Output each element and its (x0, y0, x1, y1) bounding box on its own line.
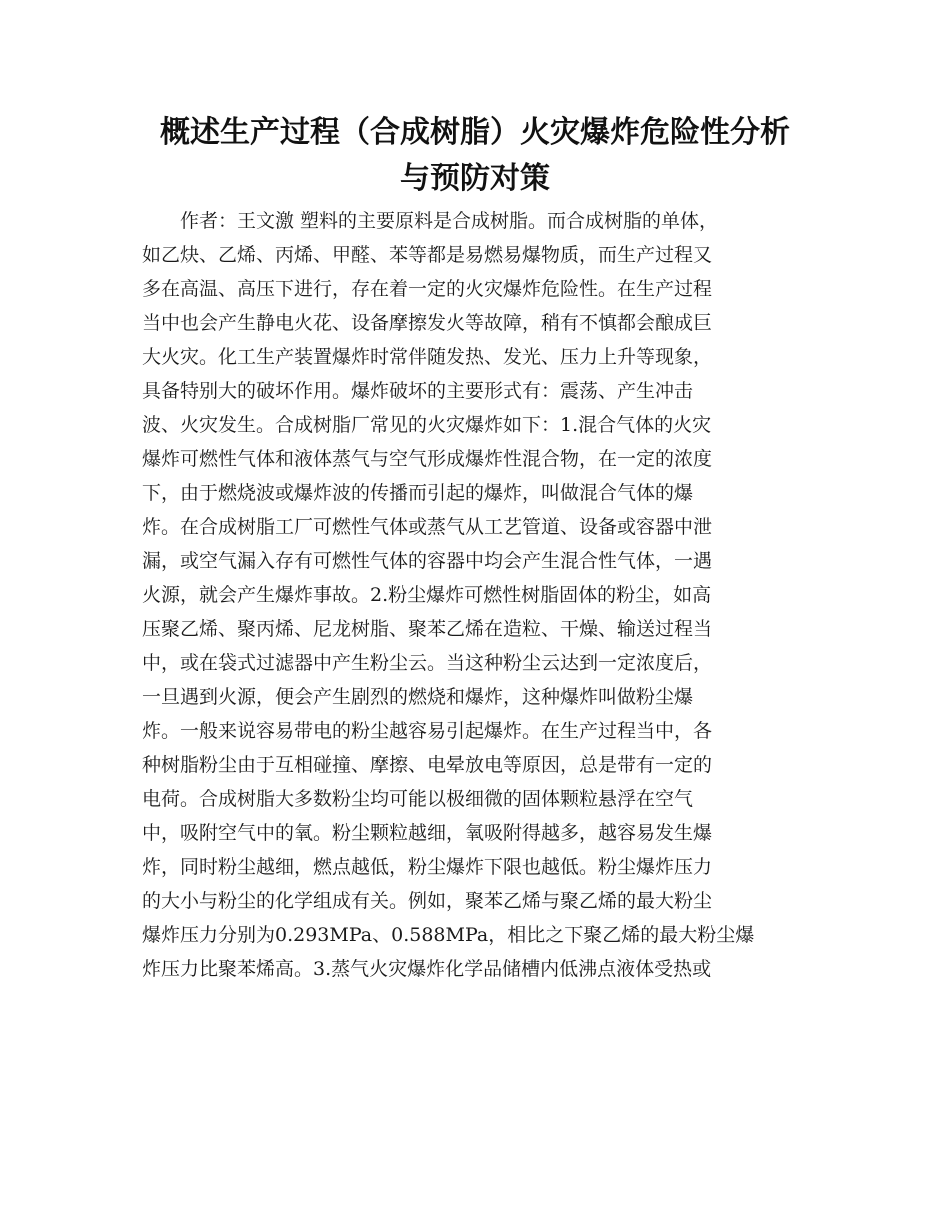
body-line: 下，由于燃烧波或爆炸波的传播而引起的爆炸，叫做混合气体的爆 (142, 482, 694, 504)
body-line: 具备特别大的破坏作用。爆炸破坏的主要形式有：震荡、产生冲击 (142, 380, 694, 402)
body-line: 压聚乙烯、聚丙烯、尼龙树脂、聚苯乙烯在造粒、干燥、输送过程当 (142, 618, 713, 640)
body-line: 爆炸压力分别为0.293MPa、0.588MPa，相比之下聚乙烯的最大粉尘爆 (142, 924, 755, 946)
body-line: 作者：王文激 塑料的主要原料是合成树脂。而合成树脂的单体， (142, 210, 719, 232)
body-line: 种树脂粉尘由于互相碰撞、摩擦、电晕放电等原因，总是带有一定的 (142, 754, 713, 776)
body-line: 漏，或空气漏入存有可燃性气体的容器中均会产生混合性气体，一遇 (142, 550, 713, 572)
document-title (120, 110, 830, 202)
body-line: 多在高温、高压下进行，存在着一定的火灾爆炸危险性。在生产过程 (142, 278, 713, 300)
body-line: 炸，同时粉尘越细，燃点越低，粉尘爆炸下限也越低。粉尘爆炸压力 (142, 856, 713, 878)
body-line: 中，或在袋式过滤器中产生粉尘云。当这种粉尘云达到一定浓度后， (142, 652, 713, 674)
title-line: 与预防对策 (400, 161, 550, 196)
body-line: 电荷。合成树脂大多数粉尘均可能以极细微的固体颗粒悬浮在空气 (142, 788, 694, 810)
body-line: 大火灾。化工生产装置爆炸时常伴随发热、发光、压力上升等现象， (142, 346, 713, 368)
body-line: 中，吸附空气中的氧。粉尘颗粒越细，氧吸附得越多，越容易发生爆 (142, 822, 713, 844)
title-line: 概述生产过程（合成树脂）火灾爆炸危险性分析 (160, 115, 790, 150)
body-line: 当中也会产生静电火花、设备摩擦发火等故障，稍有不慎都会酿成巨 (142, 312, 713, 334)
body-line: 炸。一般来说容易带电的粉尘越容易引起爆炸。在生产过程当中，各 (142, 720, 713, 742)
body-line: 的大小与粉尘的化学组成有关。例如，聚苯乙烯与聚乙烯的最大粉尘 (142, 890, 713, 912)
body-line: 炸压力比聚苯烯高。3.蒸气火灾爆炸化学品储槽内低沸点液体受热或 (142, 958, 712, 980)
body-line: 如乙炔、乙烯、丙烯、甲醛、苯等都是易燃易爆物质，而生产过程又 (142, 244, 713, 266)
document-body (142, 204, 802, 986)
body-line: 火源，就会产生爆炸事故。2.粉尘爆炸可燃性树脂固体的粉尘，如高 (142, 584, 712, 606)
body-line: 炸。在合成树脂工厂可燃性气体或蒸气从工艺管道、设备或容器中泄 (142, 516, 713, 538)
body-line: 波、火灾发生。合成树脂厂常见的火灾爆炸如下：1.混合气体的火灾 (142, 414, 712, 436)
body-line: 一旦遇到火源，便会产生剧烈的燃烧和爆炸，这种爆炸叫做粉尘爆 (142, 686, 694, 708)
body-line: 爆炸可燃性气体和液体蒸气与空气形成爆炸性混合物，在一定的浓度 (142, 448, 713, 470)
